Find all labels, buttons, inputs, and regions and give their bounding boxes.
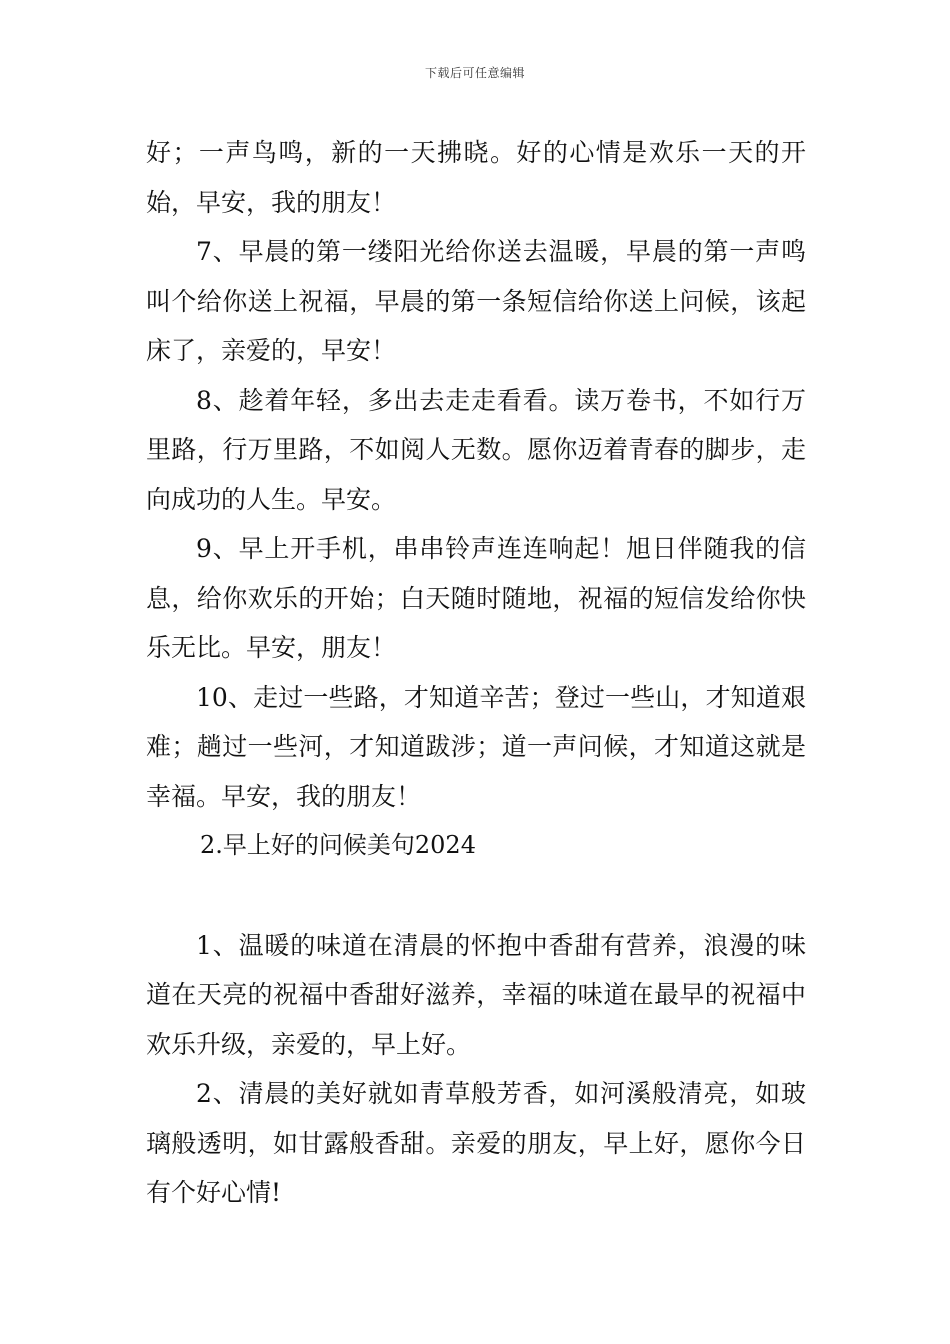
paragraph-item-9: 9、早上开手机，串串铃声连连响起！旭日伴随我的信息，给你欢乐的开始；白天随时随地，祝福的短信发给你快乐无比。早安，朋友！: [146, 534, 806, 662]
section-paragraph-2: 2、清晨的美好就如青草般芳香，如河溪般清亮，如玻璃般透明，如甘露般香甜。亲爱的朋友，早上好，愿你今日有个好心情!: [146, 1079, 806, 1207]
section-heading: 2.早上好的问候美句2024: [200, 831, 476, 859]
document-body: [146, 128, 806, 1218]
page-header-note: 下载后可任意编辑: [424, 66, 525, 80]
paragraph-item-8: 8、趁着年轻，多出去走走看看。读万卷书，不如行万里路，行万里路，不如阅人无数。愿你迈着青春的脚步，走向成功的人生。早安。: [146, 385, 806, 514]
paragraph-continuation: 好；一声鸟鸣，新的一天拂晓。好的心情是欢乐一天的开始，早安，我的朋友！: [146, 138, 806, 217]
paragraph-item-10: 10、走过一些路，才知道辛苦；登过一些山，才知道艰难；趟过一些河，才知道跋涉；道一声问候，才知道这就是幸福。早安，我的朋友！: [146, 682, 806, 811]
paragraph-item-7: 7、早晨的第一缕阳光给你送去温暖，早晨的第一声鸣叫个给你送上祝福，早晨的第一条短信给你送上问候，该起床了，亲爱的，早安！: [146, 237, 806, 365]
section-paragraph-1: 1、温暖的味道在清晨的怀抱中香甜有营养，浪漫的味道在天亮的祝福中香甜好滋养，幸福的味道在最早的祝福中欢乐升级，亲爱的，早上好。: [146, 930, 806, 1059]
